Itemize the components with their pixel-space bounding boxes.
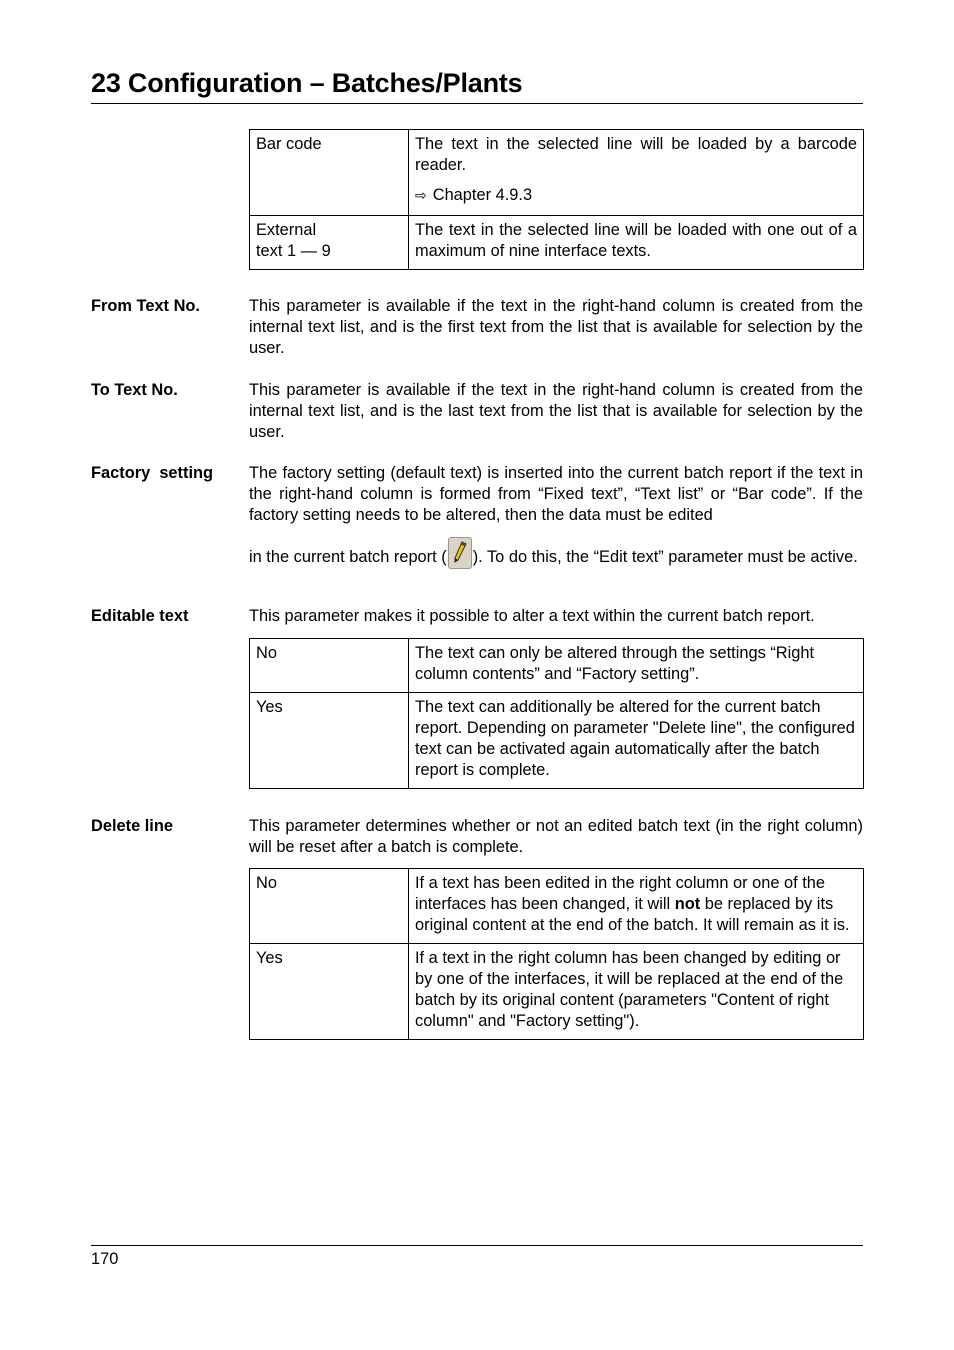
chapter-reference <box>415 185 857 207</box>
param-label-delete-line: Delete line <box>91 817 173 835</box>
table-row <box>250 869 864 944</box>
description-cell: The text in the selected line will be loaded with one out of a maximum of nine interface texts. <box>409 216 864 270</box>
table-row <box>250 130 864 216</box>
right-column-options-table <box>249 129 864 270</box>
description-cell: If a text in the right column has been changed by editing or by one of the interfaces, it will be replaced at the end of the batch by its original content (parameters "Content of right column" and "Factory setting"). <box>409 944 864 1040</box>
page-title: 23 Configuration – Batches/Plants <box>91 68 523 98</box>
description-cell: The text can additionally be altered for the current batch report. Depending on parameter "Delete line", the configured text can be activated again automatically after the batch report is complete. <box>409 693 864 789</box>
option-line: text 1 — 9 <box>256 242 331 260</box>
param-text-editable-text: This parameter makes it possible to alter a text within the current batch report. <box>249 607 815 625</box>
param-text-from-text-no: This parameter is available if the text in the right-hand column is created from the internal text list, and is the first text from the list that is available for selection by the user. <box>249 297 863 357</box>
param-text-delete-line: This parameter determines whether or not an edited batch text (in the right column) will be reset after a batch is complete. <box>249 817 863 856</box>
description-cell <box>409 130 864 216</box>
factory-setting-text: The factory setting (default text) is inserted into the current batch report if the text in the right-hand column is formed from “Fixed text”, “Text list” or “Bar code”. If the factory setting needs to be altered, then the data must be edited <box>249 464 863 524</box>
param-label-from-text-no: From Text No. <box>91 297 200 315</box>
param-text-factory-setting <box>249 463 863 569</box>
table-row <box>250 639 864 693</box>
option-line: External <box>256 221 317 239</box>
pencil-edit-icon <box>448 537 472 569</box>
option-cell: Yes <box>250 944 409 1040</box>
editable-text-options-table <box>249 638 864 789</box>
description-cell <box>409 869 864 944</box>
factory-setting-text-edit <box>249 537 863 569</box>
description-cell: The text can only be altered through the settings “Right column contents” and “Factory setting”. <box>409 639 864 693</box>
chapter-reference-text: Chapter 4.9.3 <box>432 186 533 204</box>
option-cell <box>250 216 409 270</box>
param-label-factory-setting: Factory setting <box>91 464 214 482</box>
option-cell: No <box>250 639 409 693</box>
factory-setting-text-after-icon: ). To do this, the “Edit text” parameter must be active. <box>472 548 858 566</box>
page-number: 170 <box>91 1250 119 1268</box>
description-text: If a text has been edited in the right column or one of the interfaces has been changed, it will <box>415 874 826 913</box>
param-label-editable-text: Editable text <box>91 607 189 625</box>
header-divider <box>91 103 863 104</box>
table-row <box>250 944 864 1040</box>
option-cell: Yes <box>250 693 409 789</box>
table-row <box>250 216 864 270</box>
param-text-to-text-no: This parameter is available if the text in the right-hand column is created from the internal text list, and is the last text from the list that is available for selection by the user. <box>249 381 863 441</box>
description-text: The text in the selected line will be loaded by a barcode reader. <box>415 135 857 174</box>
delete-line-options-table <box>249 868 864 1040</box>
table-row <box>250 693 864 789</box>
description-text: be replaced by its original content at the end of the batch. It will remain as it is. <box>415 895 850 934</box>
footer-divider <box>91 1245 863 1246</box>
factory-setting-text-before-icon: in the current batch report ( <box>249 548 447 566</box>
description-emphasis: not <box>674 895 701 913</box>
option-cell: No <box>250 869 409 944</box>
arrow-right-icon: ⇨ <box>415 188 427 204</box>
option-cell: Bar code <box>250 130 409 216</box>
param-label-to-text-no: To Text No. <box>91 381 178 399</box>
